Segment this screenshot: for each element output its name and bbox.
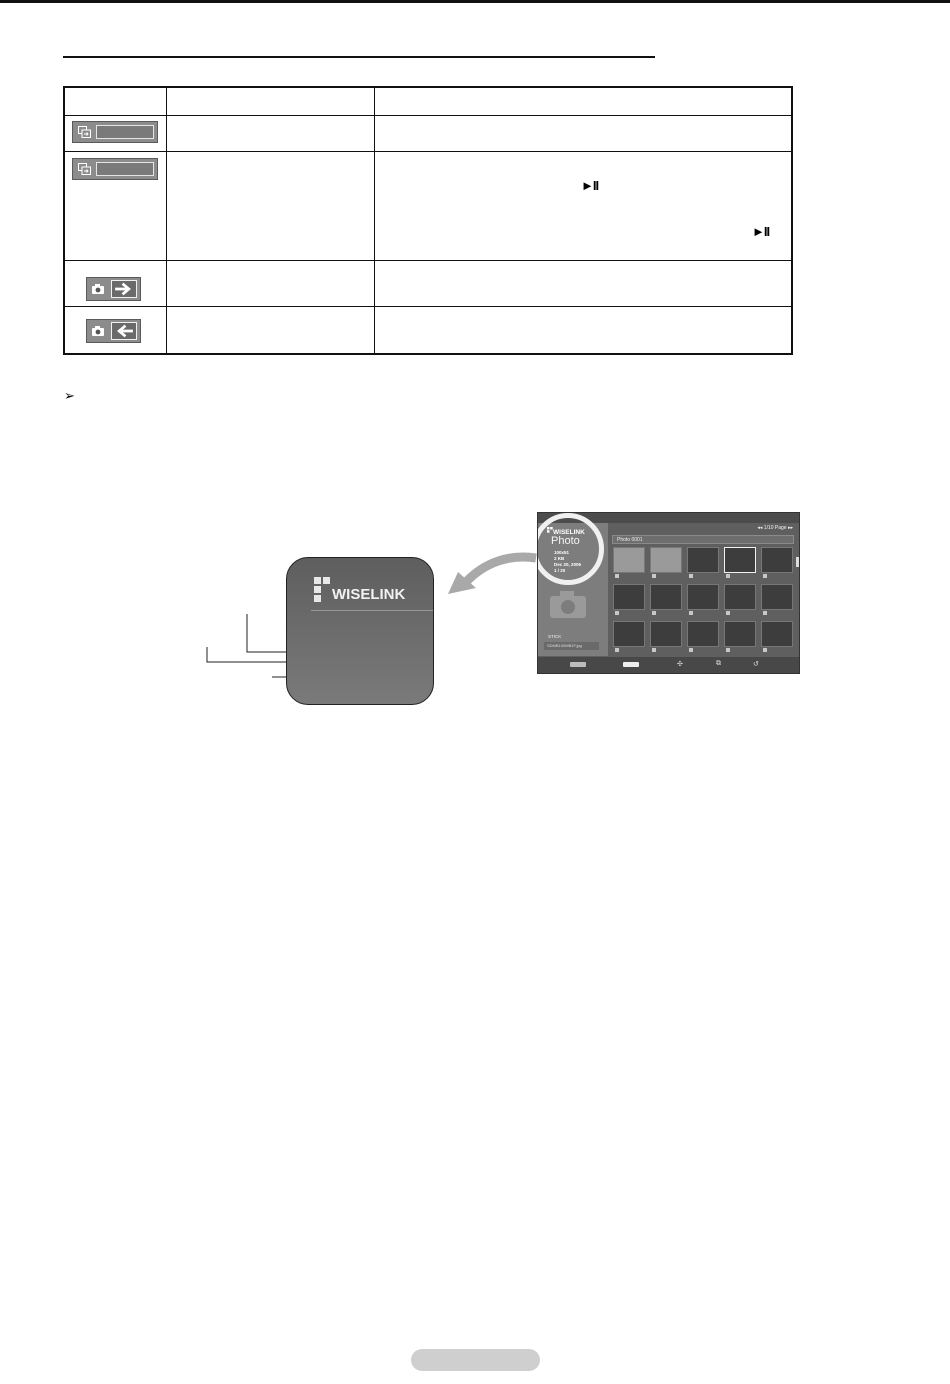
table-row-divider xyxy=(65,260,791,261)
folder-thumbnail[interactable] xyxy=(613,547,645,573)
photo-thumbnail[interactable] xyxy=(650,584,682,610)
table-row-divider xyxy=(65,306,791,307)
photo-thumbnail[interactable] xyxy=(761,584,793,610)
scrollbar-thumb[interactable] xyxy=(796,557,799,567)
wiselink-logo xyxy=(313,576,413,604)
camera-large-icon xyxy=(548,589,588,619)
section-title-rule xyxy=(63,56,655,58)
device-label: STICK xyxy=(548,634,562,639)
button-function-table xyxy=(63,86,793,355)
arrow-box xyxy=(111,322,137,340)
folder-thumbnail[interactable] xyxy=(650,547,682,573)
wiselink-logo-text: WISELINK xyxy=(332,586,406,603)
photo-thumbnail[interactable] xyxy=(724,621,756,647)
file-name-field: SDMB100MB1F.jpg xyxy=(544,642,599,650)
color-key xyxy=(623,662,639,667)
return-icon: ↺ xyxy=(753,661,759,668)
photo-thumbnail[interactable] xyxy=(687,547,719,573)
arrow-box xyxy=(111,280,137,298)
table-column-divider xyxy=(166,88,167,353)
button-slot xyxy=(96,162,154,176)
button-slot xyxy=(96,125,154,139)
arrow-right-icon xyxy=(112,281,136,297)
page-number-pill xyxy=(411,1349,540,1371)
camera-icon xyxy=(91,283,105,295)
arrow-left-icon xyxy=(112,323,136,339)
rotate-icon xyxy=(78,163,91,175)
screen-logo-text: WISELINK xyxy=(553,529,585,536)
page-indicator: ◂◂ 1/10 Page ▸▸ xyxy=(757,525,793,531)
enlarged-info-panel xyxy=(286,557,434,705)
camera-icon xyxy=(91,325,105,337)
photo-thumbnail-selected[interactable] xyxy=(724,547,756,573)
panel-divider xyxy=(311,610,433,611)
table-row-divider xyxy=(65,151,791,152)
enter-icon: ⧉ xyxy=(716,660,721,667)
photo-info-lines: 100x51 2 KB Dec 20, 2006 1 / 20 xyxy=(554,550,582,573)
photo-thumbnail[interactable] xyxy=(687,584,719,610)
photo-thumbnail[interactable] xyxy=(650,621,682,647)
table-column-divider xyxy=(374,88,375,353)
photo-thumbnail[interactable] xyxy=(724,584,756,610)
camera-next-icon xyxy=(86,277,141,301)
camera-prev-icon xyxy=(86,319,141,343)
note-bullet-icon: ➢ xyxy=(64,388,75,403)
folder-title-field: Photo 0001 xyxy=(612,535,794,544)
photo-thumbnail[interactable] xyxy=(761,621,793,647)
photo-thumbnail[interactable] xyxy=(613,584,645,610)
rotate-button-icon xyxy=(72,121,158,143)
table-row-divider xyxy=(65,115,791,116)
zoom-arrow xyxy=(440,548,540,600)
photo-thumbnail[interactable] xyxy=(613,621,645,647)
screen-bottom-bar xyxy=(538,657,799,673)
color-key xyxy=(570,662,586,667)
move-icon: ✣ xyxy=(677,661,683,668)
play-pause-symbol: ►II xyxy=(581,178,599,193)
play-pause-symbol: ►II xyxy=(752,224,770,239)
rotate-button-icon xyxy=(72,158,158,180)
category-label: Photo xyxy=(551,535,580,547)
rotate-icon xyxy=(78,126,91,138)
photo-thumbnail[interactable] xyxy=(687,621,719,647)
wiselink-photo-screen xyxy=(537,512,800,674)
photo-thumbnail[interactable] xyxy=(761,547,793,573)
page-top-border xyxy=(0,0,950,3)
